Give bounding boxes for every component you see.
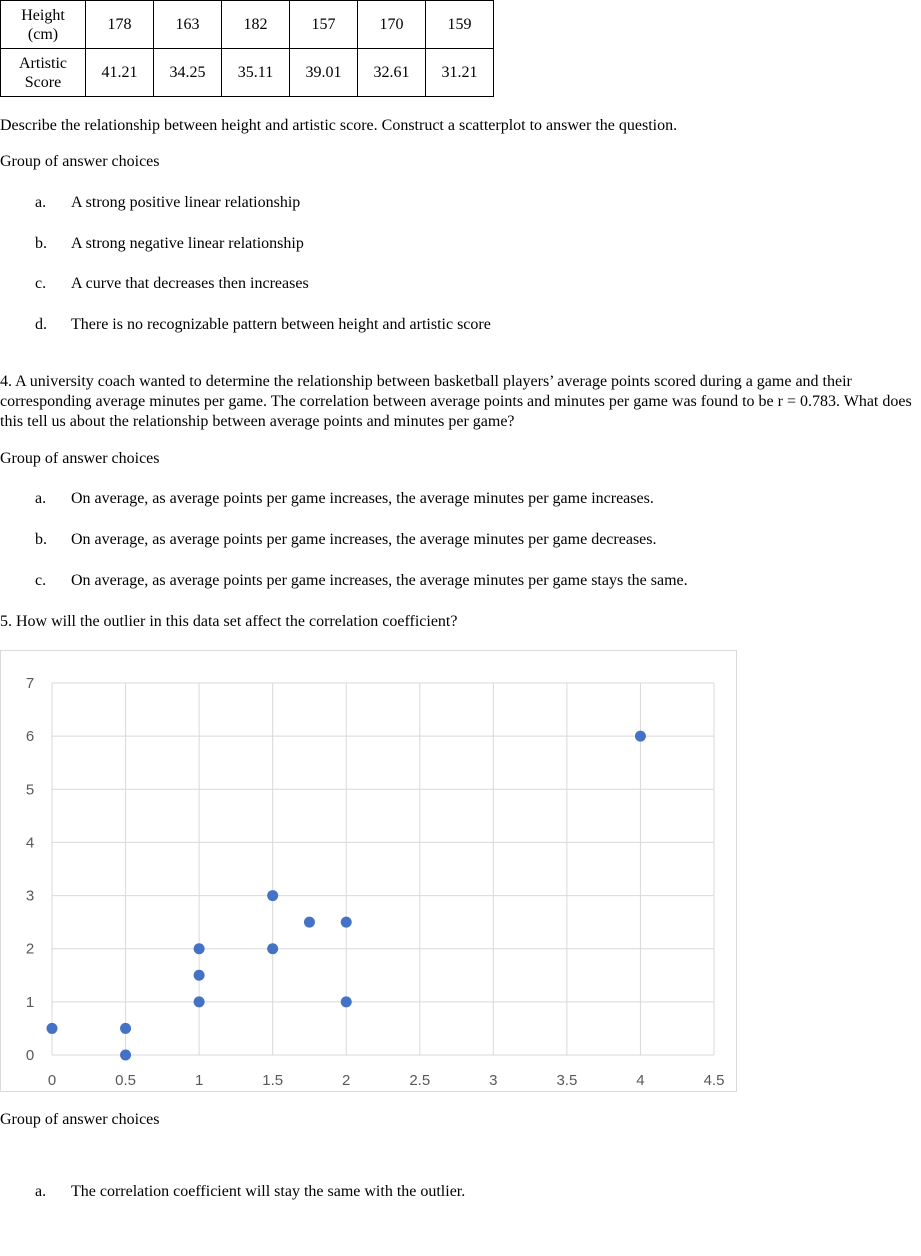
table-cell: 170 — [358, 1, 426, 49]
table-cell: 35.11 — [222, 49, 290, 97]
table-cell: 178 — [86, 1, 154, 49]
q3-group-label: Group of answer choices — [0, 153, 160, 170]
data-point — [341, 996, 352, 1007]
table-row-height — [1, 1, 494, 49]
data-point — [120, 1023, 131, 1034]
option-text: On average, as average points per game increases, the average minutes per game stays the same. — [71, 572, 688, 589]
y-tick-label: 7 — [25, 675, 35, 692]
data-point — [341, 917, 352, 928]
table-cell: 32.61 — [358, 49, 426, 97]
scatter-plot-svg — [1, 651, 738, 1093]
table-cell: 41.21 — [86, 49, 154, 97]
y-tick-label: 4 — [25, 834, 35, 852]
table-cell: 159 — [426, 1, 494, 49]
data-point — [304, 917, 315, 928]
row-header-artistic-score — [1, 49, 86, 97]
row-header-line: Height — [21, 6, 65, 24]
table-row-artistic-score — [1, 49, 494, 97]
table-cell: 157 — [290, 1, 358, 49]
q5-prompt: 5. How will the outlier in this data set affect the correlation coefficient? — [0, 613, 458, 630]
q4-group-label: Group of answer choices — [0, 450, 160, 467]
option-letter: a. — [35, 1183, 47, 1200]
option-letter: c. — [35, 275, 47, 292]
y-tick-label: 1 — [25, 993, 35, 1011]
x-tick-label: 3.5 — [556, 1072, 578, 1089]
data-point — [194, 970, 205, 981]
table-cell: 39.01 — [290, 49, 358, 97]
option-letter: c. — [35, 572, 47, 589]
x-tick-label: 0.5 — [115, 1072, 136, 1089]
q4-prompt: 4. A university coach wanted to determine the relationship between basketball players’ average points scored during a game and their corresponding average minutes per game. The correlation between average points and minutes per game was found to be r = 0.783. What does this tell us about the relationship between average points and minutes per game? — [0, 373, 912, 430]
scatter-chart — [0, 650, 737, 1092]
y-tick-label: 5 — [25, 781, 35, 799]
y-tick-label: 3 — [25, 887, 35, 905]
data-point — [120, 1050, 131, 1061]
y-tick-label: 2 — [25, 940, 35, 958]
q5-group-label: Group of answer choices — [0, 1111, 160, 1128]
data-point — [635, 731, 646, 742]
option-text: The correlation coefficient will stay the same with the outlier. — [71, 1183, 466, 1200]
y-tick-label: 0 — [25, 1047, 35, 1064]
x-tick-label: 1 — [194, 1072, 204, 1089]
q3-prompt: Describe the relationship between height and artistic score. Construct a scatterplot to answer the question. — [0, 117, 678, 134]
data-point — [267, 943, 278, 954]
x-tick-label: 2 — [342, 1072, 351, 1089]
table-cell: 163 — [154, 1, 222, 49]
data-table — [0, 0, 494, 97]
option-letter: a. — [35, 490, 47, 507]
table-cell: 34.25 — [154, 49, 222, 97]
row-header-line: (cm) — [27, 25, 59, 43]
x-tick-label: 3 — [489, 1072, 498, 1089]
option-text: On average, as average points per game increases, the average minutes per game decreases. — [71, 531, 657, 548]
option-text: A curve that decreases then increases — [71, 275, 309, 292]
y-tick-label: 6 — [25, 728, 35, 746]
option-text: On average, as average points per game increases, the average minutes per game increases. — [71, 490, 654, 507]
data-point — [194, 943, 205, 954]
option-text: A strong positive linear relationship — [71, 194, 301, 211]
x-tick-label: 4.5 — [703, 1072, 725, 1089]
table-cell: 31.21 — [426, 49, 494, 97]
option-text: There is no recognizable pattern between height and artistic score — [71, 316, 491, 333]
option-letter: d. — [35, 316, 47, 333]
table-cell: 182 — [222, 1, 290, 49]
data-point — [47, 1023, 58, 1034]
option-text: A strong negative linear relationship — [71, 235, 304, 252]
option-letter: b. — [35, 235, 47, 252]
row-header-line: Score — [24, 73, 62, 91]
x-tick-label: 0 — [47, 1072, 57, 1089]
data-point — [267, 890, 278, 901]
option-letter: b. — [35, 531, 47, 548]
option-letter: a. — [35, 194, 47, 211]
row-header-height — [1, 1, 86, 49]
x-tick-label: 2.5 — [409, 1072, 431, 1089]
x-tick-label: 4 — [636, 1072, 645, 1089]
x-tick-label: 1.5 — [262, 1072, 284, 1089]
row-header-line: Artistic — [19, 54, 67, 72]
data-point — [194, 996, 205, 1007]
